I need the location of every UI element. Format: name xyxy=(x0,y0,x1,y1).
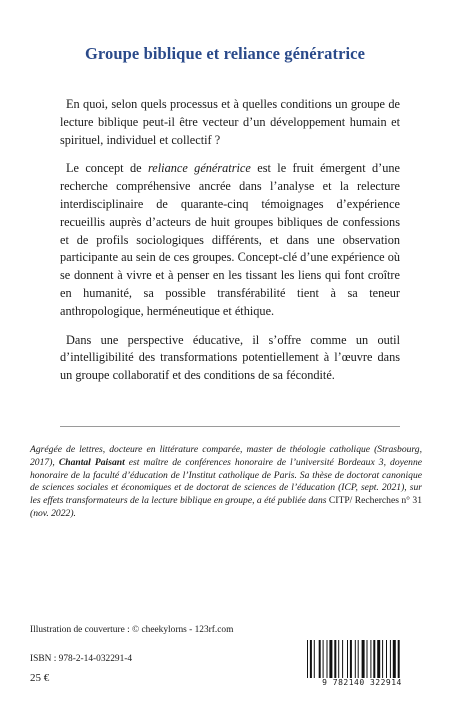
bio-text: est maître de conférences honoraire de l’université Bordeaux 3, doyenne honoraire de la faculté d’éducation de l’Institut catholique de Paris. Sa thèse de doctorat canonique de sciences sociales et économiques et de doctorat de sciences de l’éducation (ICP, sept. 2021), sur les effets transformateurs de la lecture biblique en groupe, a été publiée dans xyxy=(30,456,422,507)
series-name: CITP/ Recherches n° 31 xyxy=(328,495,423,507)
back-cover-summary xyxy=(60,96,400,396)
summary-paragraph-2 xyxy=(60,160,400,320)
barcode-digits: 9 782140 322914 xyxy=(299,678,425,687)
summary-paragraph-1: En quoi, selon quels processus et à quelles conditions un groupe de lecture biblique peut-il être vecteur d’un développement humain et spirituel, individuel et collectif ? xyxy=(60,97,400,147)
summary-text: est le fruit émergent d’une recherche compréhensive ancrée dans l’analyse et la relecture interdisciplinaire de quarante-cinq témoignages d’expérience recueillis auprès d’acteurs de huit groupes bibliques de confessions et de profils sociologiques différents, et dans une observation participante au sein de ces groupes. Concept-clé d’une expérience où se donnent à vivre et à penser en les tissant les liens qui font croître en humanité, sa possible transférabilité tient à sa teneur anthropologique, herméneutique et éthique. xyxy=(60,161,400,318)
isbn-number: ISBN : 978-2-14-032291-4 xyxy=(30,654,133,664)
bio-text: Agrégée de lettres, docteure en littérature comparée, master de théologie catholique (Strasbourg, 2017), xyxy=(30,444,422,468)
author-name: Chantal Paisant xyxy=(58,456,125,468)
barcode-bars xyxy=(299,640,425,680)
summary-paragraph-3: Dans une perspective éducative, il s’offre comme un outil d’intelligibilité des transformations potentiellement à l’œuvre dans un groupe collaboratif et des conditions de sa fécondité. xyxy=(60,332,400,383)
section-divider xyxy=(60,426,400,427)
barcode xyxy=(299,640,425,688)
bio-text: (nov. 2022). xyxy=(30,507,76,519)
price-label: 25 € xyxy=(30,672,50,684)
author-biography xyxy=(30,444,422,521)
book-title: Groupe biblique et reliance génératrice xyxy=(84,44,366,63)
summary-text: Le concept de xyxy=(66,161,148,176)
concept-emphasis: reliance génératrice xyxy=(147,161,251,176)
cover-illustration-credit: Illustration de couverture : © cheekylorns - 123rf.com xyxy=(30,625,234,635)
